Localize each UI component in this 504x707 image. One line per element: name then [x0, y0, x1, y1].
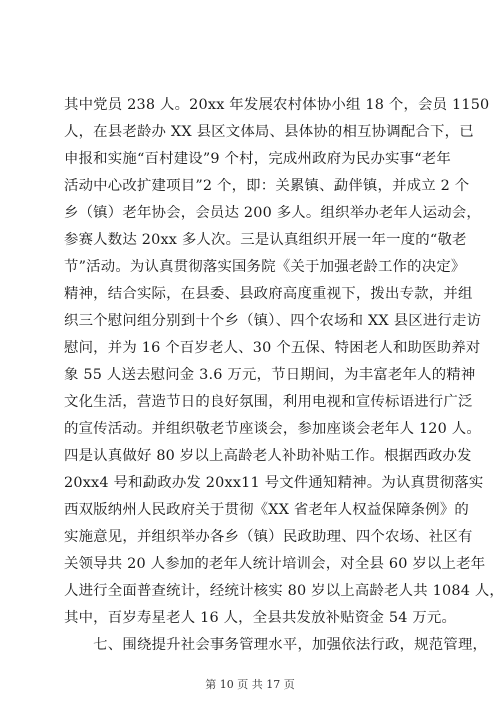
body-text — [64, 92, 504, 659]
text-line: 的宣传活动。并组织敬老节座谈会，参加座谈会老年人 120 人。 — [64, 421, 481, 437]
text-line: 四是认真做好 80 岁以上高龄老人补助补贴工作。根据西政办发 — [64, 448, 472, 464]
text-line: 20xx4 号和勐政办发 20xx11 号文件通知精神。为认真贯彻落实 — [64, 475, 484, 491]
text-line: 慰问，并为 16 个百岁老人、30 个五保、特困老人和助医助养对 — [64, 340, 481, 356]
text-line: 文化生活，营造节日的良好氛围，利用电视和宣传标语进行广泛 — [64, 394, 473, 410]
text-line: 西双版纳州人民政府关于贯彻《XX 省老年人权益保障条例》的 — [64, 502, 470, 518]
text-line: 其中，百岁寿星老人 16 人，全县共发放补贴资金 54 万元。 — [64, 610, 457, 626]
text-line: 节”活动。为认真贯彻落实国务院《关于加强老龄工作的决定》 — [64, 259, 466, 275]
text-line: 关领导共 20 人参加的老年人统计培训会，对全县 60 岁以上老年 — [64, 556, 486, 572]
text-line: 人进行全面普查统计，经统计核实 80 岁以上高龄老人共 1084 人， — [64, 583, 504, 599]
text-line: 象 55 人送去慰问金 3.6 万元，节日期间，为丰富老年人的精神 — [64, 367, 476, 383]
text-line: 申报和实施“百村建设”9 个村，完成州政府为民办实事“老年 — [64, 151, 451, 167]
text-line: 实施意见，并组织举办各乡（镇）民政助理、四个农场、社区有 — [64, 529, 473, 545]
text-line: 精神，结合实际，在县委、县政府高度重视下，拨出专款，并组 — [64, 286, 473, 302]
text-line: 活动中心改扩建项目”2 个，即：关累镇、勐伴镇，并成立 2 个 — [64, 178, 470, 194]
text-line: 其中党员 238 人。20xx 年发展农村体协小组 18 个，会员 1150 — [64, 97, 490, 113]
text-line: 人，在县老龄办 XX 县区文体局、县体协的相互协调配合下，已 — [64, 124, 474, 140]
section-heading-line: 七、围绕提升社会事务管理水平，加强依法行政，规范管理， — [64, 637, 488, 653]
page-number-footer: 第 10 页 共 17 页 — [205, 678, 295, 691]
text-line: 织三个慰问组分别到十个乡（镇）、四个农场和 XX 县区进行走访 — [64, 313, 482, 329]
text-line: 乡（镇）老年协会，会员达 200 多人。组织举办老年人运动会， — [64, 205, 481, 221]
text-line: 参赛人数达 20xx 多人次。三是认真组织开展一年一度的“敬老 — [64, 232, 467, 248]
